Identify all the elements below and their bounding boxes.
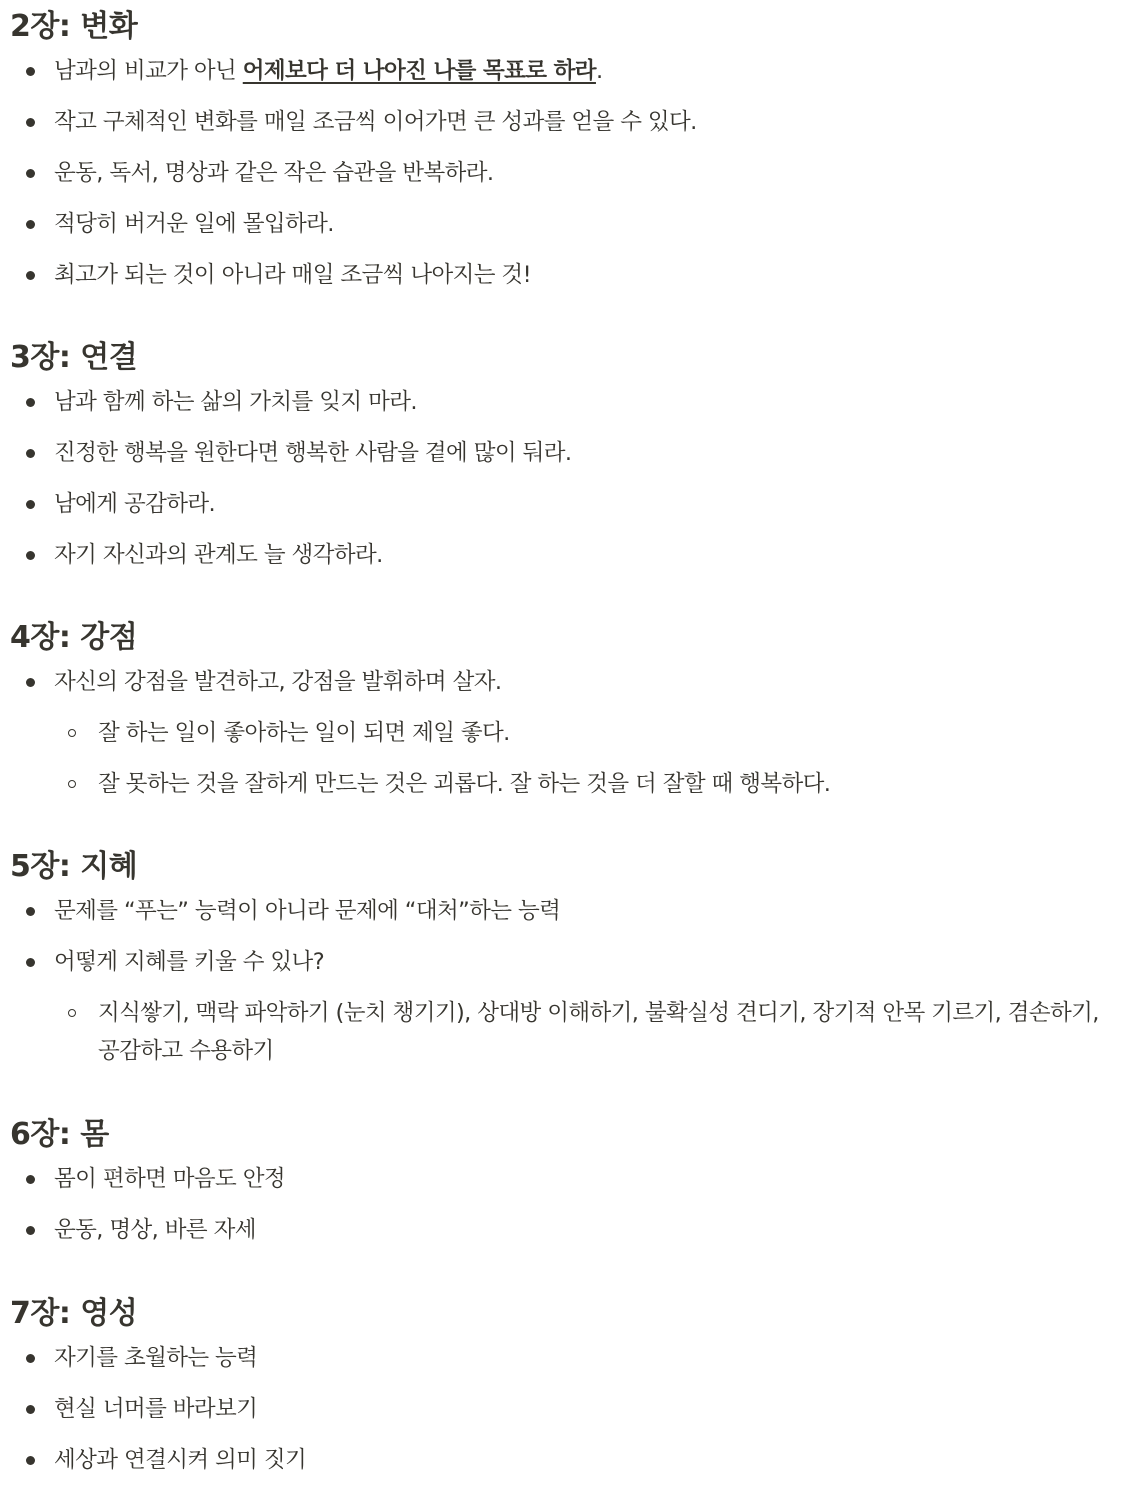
list-item[interactable] [0, 479, 1121, 530]
section-heading[interactable]: 3장: 연결 [10, 340, 138, 375]
list-item-text: 남에게 공감하라. [54, 491, 216, 517]
bullet-dot-icon [26, 271, 35, 280]
list-item-text: 현실 너머를 바라보기 [54, 1396, 258, 1422]
sub-bullet-list [0, 708, 1121, 810]
bullet-dot-icon [26, 1175, 35, 1184]
list-item[interactable] [0, 97, 1121, 148]
list-item-text: 진정한 행복을 원한다면 행복한 사람을 곁에 많이 둬라. [54, 440, 572, 466]
list-item[interactable] [0, 377, 1121, 428]
bullet-dot-icon [26, 398, 35, 407]
list-item[interactable] [0, 1384, 1121, 1435]
bullet-dot-icon [26, 67, 35, 76]
section-heading[interactable]: 4장: 강점 [10, 620, 138, 655]
section-heading[interactable]: 5장: 지혜 [10, 849, 138, 884]
bullet-list [0, 46, 1121, 301]
bullet-dot-icon [26, 958, 35, 967]
bullet-dot-icon [26, 118, 35, 127]
list-item-text: 문제를 “푸는” 능력이 아니라 문제에 “대처”하는 능력 [54, 898, 561, 924]
bullet-dot-icon [26, 500, 35, 509]
list-item-text: 작고 구체적인 변화를 매일 조금씩 이어가면 큰 성과를 얻을 수 있다. [54, 109, 697, 135]
section-spirituality [0, 1297, 1121, 1486]
list-item-text: 자기 자신과의 관계도 늘 생각하라. [54, 542, 383, 568]
bullet-dot-icon [26, 1354, 35, 1363]
list-item[interactable] [0, 1154, 1121, 1205]
list-item[interactable] [0, 1435, 1121, 1486]
bullet-list [0, 377, 1121, 581]
sub-list-item[interactable] [0, 988, 1121, 1077]
list-item-text: 자신의 강점을 발견하고, 강점을 발휘하며 살자. [54, 669, 502, 695]
sub-list-item-text: 잘 못하는 것을 잘하게 만드는 것은 괴롭다. 잘 하는 것을 더 잘할 때 행복하다. [98, 771, 831, 797]
list-item[interactable] [0, 657, 1121, 810]
list-item[interactable] [0, 428, 1121, 479]
section-wisdom [0, 850, 1121, 1077]
emphasized-text: 어제보다 더 나아진 나를 목표로 하라 [242, 58, 596, 84]
list-item[interactable] [0, 46, 1121, 97]
list-item-text: 운동, 명상, 바른 자세 [54, 1217, 256, 1243]
bullet-list [0, 657, 1121, 810]
bullet-dot-icon [26, 449, 35, 458]
list-item-text: 세상과 연결시켜 의미 짓기 [54, 1447, 307, 1473]
list-item[interactable] [0, 937, 1121, 1077]
section-body [0, 1118, 1121, 1256]
list-item-text: 운동, 독서, 명상과 같은 작은 습관을 반복하라. [54, 160, 494, 186]
section-connection [0, 341, 1121, 581]
list-item-text: 적당히 버거운 일에 몰입하라. [54, 211, 334, 237]
list-item-text: 남과의 비교가 아닌 [54, 58, 243, 84]
list-item[interactable] [0, 1205, 1121, 1256]
list-item-text: 최고가 되는 것이 아니라 매일 조금씩 나아지는 것! [54, 262, 531, 288]
sub-bullet-list [0, 988, 1121, 1077]
bullet-dot-icon [26, 1226, 35, 1235]
list-item-text: 남과 함께 하는 삶의 가치를 잊지 마라. [54, 389, 417, 415]
section-change [0, 10, 1121, 301]
bullet-list [0, 1333, 1121, 1486]
sub-list-item-text: 지식쌓기, 맥락 파악하기 (눈치 챙기기), 상대방 이해하기, 불확실성 견디기, 장기적 안목 기르기, 겸손하기, 공감하고 수용하기 [98, 1000, 1099, 1064]
section-strengths [0, 621, 1121, 810]
list-item[interactable] [0, 886, 1121, 937]
bullet-dot-icon [26, 220, 35, 229]
sub-list-item-text: 잘 하는 일이 좋아하는 일이 되면 제일 좋다. [98, 720, 510, 746]
list-item-text: . [595, 58, 603, 84]
list-item-text: 몸이 편하면 마음도 안정 [54, 1166, 286, 1192]
bullet-dot-icon [26, 169, 35, 178]
bullet-circle-icon [68, 729, 76, 737]
bullet-dot-icon [26, 1456, 35, 1465]
bullet-list [0, 886, 1121, 1077]
sub-list-item[interactable] [0, 708, 1121, 759]
bullet-circle-icon [68, 780, 76, 788]
sub-list-item[interactable] [0, 759, 1121, 810]
list-item[interactable] [0, 250, 1121, 301]
list-item[interactable] [0, 148, 1121, 199]
list-item[interactable] [0, 530, 1121, 581]
bullet-dot-icon [26, 1405, 35, 1414]
list-item[interactable] [0, 199, 1121, 250]
list-item-text: 어떻게 지혜를 키울 수 있나? [54, 949, 325, 975]
section-heading[interactable]: 2장: 변화 [10, 9, 138, 44]
bullet-circle-icon [68, 1009, 76, 1017]
section-heading[interactable]: 7장: 영성 [10, 1296, 138, 1331]
list-item[interactable] [0, 1333, 1121, 1384]
list-item-text: 자기를 초월하는 능력 [54, 1345, 258, 1371]
section-heading[interactable]: 6장: 몸 [10, 1117, 109, 1152]
bullet-dot-icon [26, 678, 35, 687]
bullet-dot-icon [26, 551, 35, 560]
bullet-list [0, 1154, 1121, 1256]
bullet-dot-icon [26, 907, 35, 916]
